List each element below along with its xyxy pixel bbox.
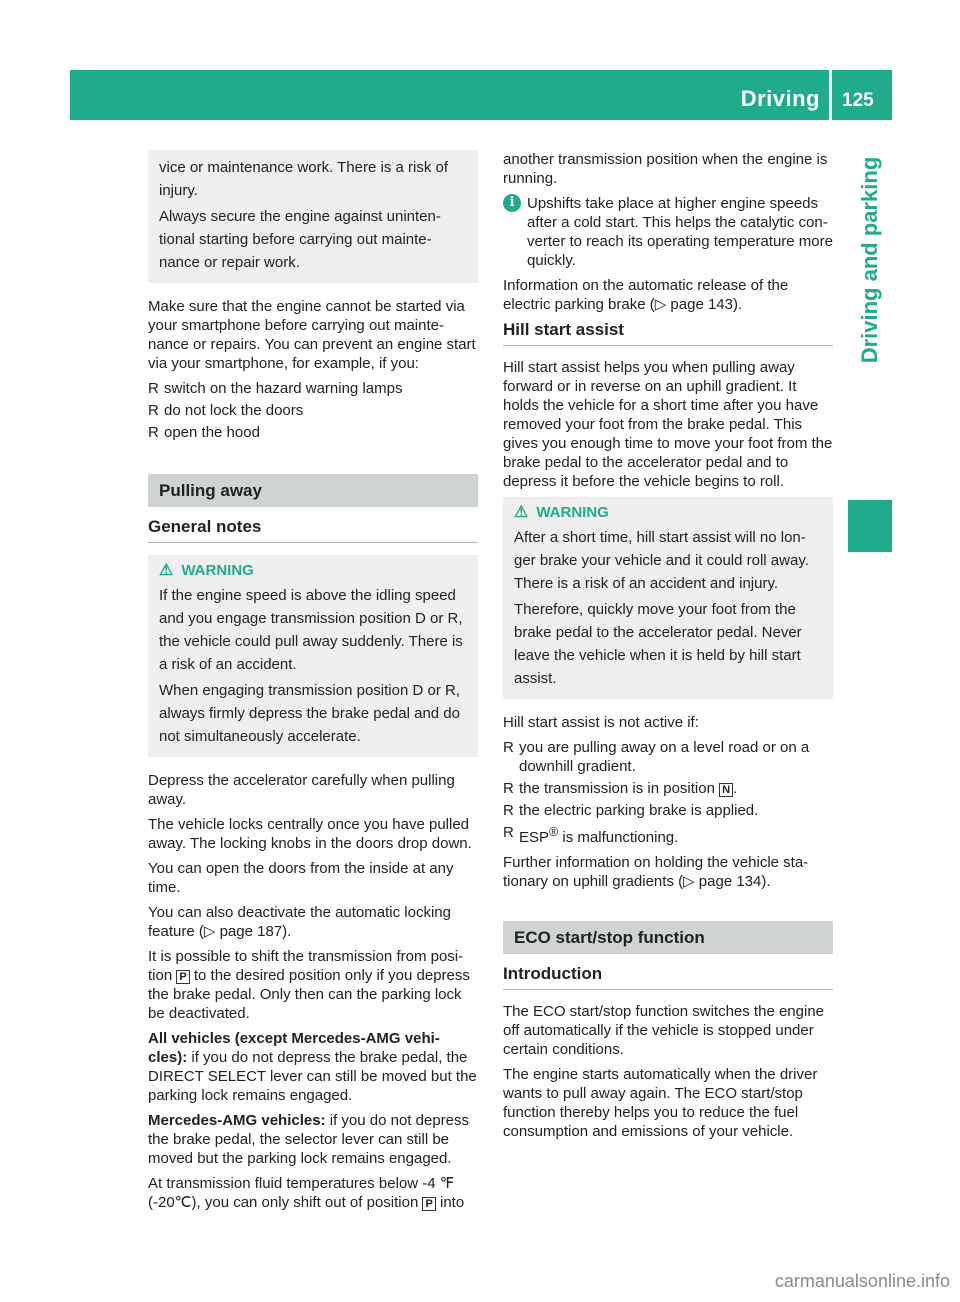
info-icon: i	[503, 194, 521, 212]
paragraph: You can also deactivate the automatic locking feature (▷ page 187).	[148, 904, 451, 940]
list-item: R switch on the hazard warning lamps	[148, 380, 403, 397]
paragraph: Hill start assist is not active if:	[503, 714, 699, 731]
bullet-icon: R	[148, 402, 159, 419]
paragraph: It is possible to shift the transmission from posi-tion P to the desired position only if you depress the brake pedal. Only then can the parking lock be deactivated.	[148, 948, 470, 1022]
warning-box	[503, 497, 833, 699]
bullet-icon: R	[148, 380, 159, 397]
bullet-list	[503, 738, 833, 847]
neutral-position-icon: N	[719, 783, 733, 797]
paragraph: Make sure that the engine cannot be started via your smartphone before carrying out mainte-nance or repairs. You can prevent an engine start via your smartphone, for example, if you:	[148, 298, 476, 372]
paragraph: All vehicles (except Mercedes-AMG vehi-cles): if you do not depress the brake pedal, the DIRECT SELECT lever can still be moved but the parking lock remains engaged.	[148, 1030, 477, 1104]
paragraph: The engine starts automatically when the driver wants to pull away again. The ECO start/stop function thereby helps you to reduce the fuel consumption and emissions of your vehicle.	[503, 1066, 818, 1140]
paragraph: The vehicle locks centrally once you have pulled away. The locking knobs in the doors drop down.	[148, 816, 472, 852]
list-item: R the transmission is in position N .	[503, 780, 738, 797]
warning-heading: ⚠ WARNING	[159, 562, 254, 579]
paragraph: Depress the accelerator carefully when pulling away.	[148, 772, 455, 808]
paragraph: Hill start assist helps you when pulling away forward or in reverse on an uphill gradient. It holds the vehicle for a short time after you have removed your foot from the brake pedal. This gives you enough time to move your foot from the brake pedal to the accelerator pedal and to depress it before the vehicle begins to roll.	[503, 359, 833, 490]
watermark: carmanualsonline.info	[774, 1271, 950, 1291]
paragraph: You can open the doors from the inside at any time.	[148, 860, 454, 896]
page-number: 125	[842, 90, 874, 111]
info-note	[503, 194, 833, 270]
warning-box-continued	[148, 150, 478, 283]
paragraph: Further information on holding the vehicle sta-tionary on uphill gradients (▷ page 134).	[503, 854, 809, 890]
bullet-icon: R	[503, 780, 514, 797]
right-column	[503, 150, 833, 1147]
warning-text: If the engine speed is above the idling speed and you engage transmission position D or R, the vehicle could pull away suddenly. There is a risk of an accident.	[159, 587, 463, 673]
subsection-title: General notes	[148, 517, 478, 543]
list-item: R you are pulling away on a level road or on a downhill gradient.	[503, 739, 810, 775]
side-tab-label: Driving and parking	[857, 156, 882, 364]
list-item: R do not lock the doors	[148, 402, 304, 419]
warning-triangle-icon: ⚠	[159, 562, 174, 579]
bullet-icon: R	[503, 802, 514, 819]
list-item: R the electric parking brake is applied.	[503, 802, 759, 819]
left-column	[148, 150, 478, 1218]
side-tab-marker	[848, 500, 892, 552]
warning-text: Therefore, quickly move your foot from the brake pedal to the accelerator pedal. Never leave the vehicle when it is held by hill start assist.	[514, 601, 802, 687]
park-position-icon: P	[176, 970, 189, 984]
header-divider	[829, 70, 832, 120]
info-text: Upshifts take place at higher engine speeds after a cold start. This helps the catalytic con-verter to reach its operating temperature more quickly.	[527, 195, 833, 269]
list-item: R open the hood	[148, 424, 260, 441]
warning-heading: ⚠ WARNING	[514, 504, 609, 521]
header-section-title: Driving	[740, 86, 820, 111]
warning-text: Always secure the engine against uninten-tional starting before carrying out mainte-nance or repair work.	[159, 208, 441, 271]
bullet-icon: R	[503, 824, 514, 841]
side-tab	[848, 120, 892, 400]
paragraph: Information on the automatic release of the electric parking brake (▷ page 143).	[503, 277, 789, 313]
warning-text: vice or maintenance work. There is a risk of injury.	[159, 159, 449, 199]
bullet-list	[148, 379, 478, 442]
bullet-icon: R	[148, 424, 159, 441]
list-item: R ESP® is malfunctioning.	[503, 824, 679, 846]
paragraph: The ECO start/stop function switches the engine off automatically if the vehicle is stopped under certain conditions.	[503, 1003, 824, 1058]
warning-text: After a short time, hill start assist will no lon-ger brake your vehicle and it could roll away. There is a risk of an accident and injury.	[514, 529, 809, 592]
warning-box	[148, 555, 478, 757]
park-position-icon: P	[422, 1197, 435, 1211]
paragraph: Mercedes-AMG vehicles: if you do not depress the brake pedal, the selector lever can still be moved but the parking lock remains engaged.	[148, 1112, 470, 1167]
paragraph: another transmission position when the engine is running.	[503, 151, 828, 187]
section-title: Pulling away	[148, 474, 478, 507]
warning-text: When engaging transmission position D or R, always firmly depress the brake pedal and do not simultaneously accelerate.	[159, 682, 460, 745]
subsection-title: Hill start assist	[503, 320, 833, 346]
section-title: ECO start/stop function	[503, 921, 833, 954]
bullet-icon: R	[503, 739, 514, 756]
subsection-title: Introduction	[503, 964, 833, 990]
warning-triangle-icon: ⚠	[514, 504, 529, 521]
paragraph: At transmission fluid temperatures below -4 ℉ (-20℃), you can only shift out of position P into	[148, 1175, 465, 1211]
